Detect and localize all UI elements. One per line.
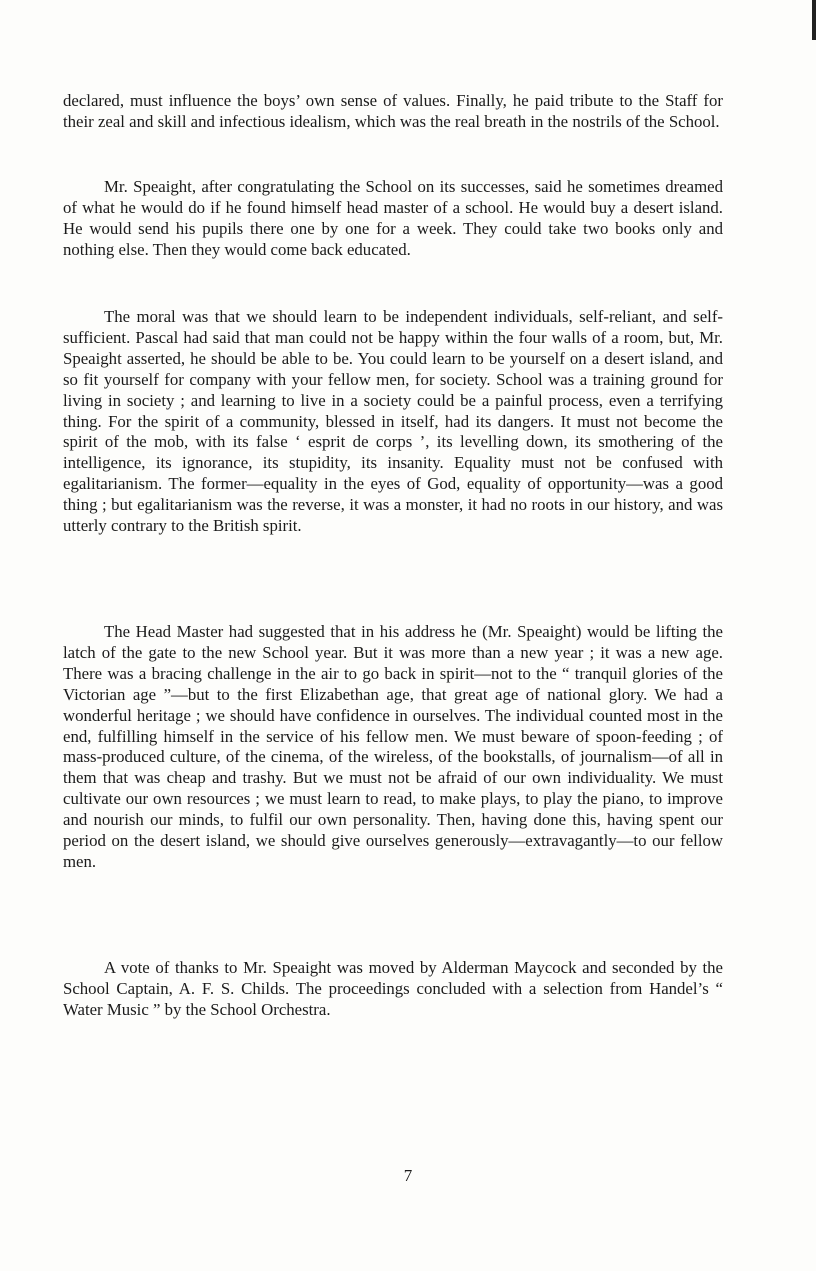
- paragraph-4: The Head Master had suggested that in his address he (Mr. Speaight) would be lifting the latch of the gate to the new School year. But it was more than a new year ; it was a new age. There was a bracing challenge in the air to go back in spirit—not to the “ tranquil glories of the Victorian age ”—but to the first Elizabethan age, that great age of national glory. We had a wonderful heritage ; we should have confidence in ourselves. The individual counted most in the end, fulfilling himself in the service of his fellow men. We must beware of spoon-feeding ; of mass-produced culture, of the cinema, of the wireless, of the bookstalls, of journalism—of all in them that was cheap and trashy. But we must not be afraid of our own individuality. We must cultivate our own resources ; we must learn to read, to make plays, to play the piano, to improve and nourish our minds, to fulfil our own personality. Then, having done this, having spent our period on the desert island, we should give ourselves generously—extravagantly—to our fellow men.: [63, 622, 723, 871]
- page-number: 7: [403, 1166, 413, 1185]
- page-edge-mark: [812, 0, 816, 40]
- paragraph-2: Mr. Speaight, after congratulating the School on its successes, said he sometimes dreamed of what he would do if he found himself head master of a school. He would buy a desert island. He would send his pupils there one by one for a week. They could take two books only and nothing else. Then they would come back educated.: [63, 177, 723, 259]
- paragraph-1: declared, must influence the boys’ own sense of values. Finally, he paid tribute to the Staff for their zeal and skill and infectious idealism, which was the real breath in the nostrils of the School.: [63, 91, 723, 131]
- paragraph-3: The moral was that we should learn to be independent individuals, self-reliant, and self-sufficient. Pascal had said that man could not be happy within the four walls of a room, but, Mr. Speaight asserted, he should be able to be. You could learn to be yourself on a desert island, and so fit yourself for company with your fellow men, for society. School was a training ground for living in society ; and learning to live in a society could be a painful process, even a terrifying thing. For the spirit of a community, blessed in itself, had its dangers. It must not become the spirit of the mob, with its false ‘ esprit de corps ’, its levelling down, its smothering of the intelligence, its ignorance, its stupidity, its insanity. Equality must not be confused with egalitarianism. The former—equality in the eyes of God, equality of opportunity—was a good thing ; but egalitarianism was the reverse, it was a monster, it had no roots in our history, and was utterly contrary to the British spirit.: [63, 307, 723, 536]
- paragraph-5: A vote of thanks to Mr. Speaight was moved by Alderman Maycock and seconded by the School Captain, A. F. S. Childs. The proceedings concluded with a selection from Handel’s “ Water Music ” by the School Orchestra.: [63, 958, 723, 1019]
